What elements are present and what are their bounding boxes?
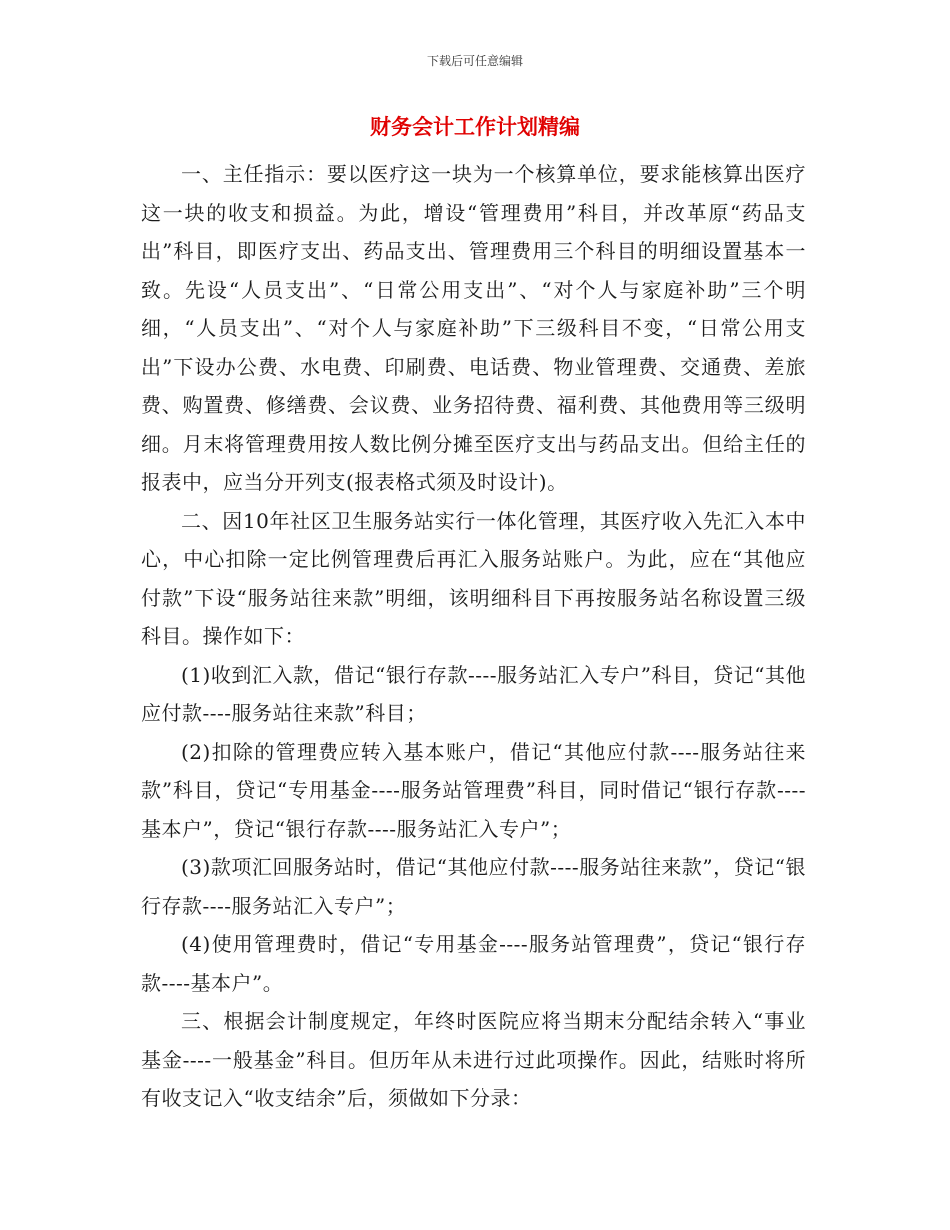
paragraph-1: 一、主任指示：要以医疗这一块为一个核算单位，要求能核算出医疗这一块的收支和损益。为此，增设“管理费用”科目，并改革原“药品支出”科目，即医疗支出、药品支出、管理费用三个科目的明细设置基本一致。先设“人员支出”、“日常公用支出”、“对个人与家庭补助”三个明细，“人员支出”、“对个人与家庭补助”下三级科目不变，“日常公用支出”下设办公费、水电费、印刷费、电话费、物业管理费、交通费、差旅费、购置费、修缮费、会议费、业务招待费、福利费、其他费用等三级明细。月末将管理费用按人数比例分摊至医疗支出与药品支出。但给主任的报表中，应当分开列支(报表格式须及时设计)。 [141, 162, 806, 494]
paragraph-4: (2)扣除的管理费应转入基本账户，借记“其他应付款----服务站往来款”科目，贷记“专用基金----服务站管理费”科目，同时借记“银行存款----基本户”，贷记“银行存款----服务站汇入专户”； [141, 739, 806, 841]
paragraph-6: (4)使用管理费时，借记“专用基金----服务站管理费”，贷记“银行存款----基本户”。 [141, 932, 806, 995]
document-body [141, 155, 806, 1118]
header-note: 下载后可任意编辑 [426, 54, 523, 68]
paragraph-7: 三、根据会计制度规定，年终时医院应将当期末分配结余转入“事业基金----一般基金”科目。但历年从未进行过此项操作。因此，结账时将所有收支记入“收支结余”后，须做如下分录： [141, 1009, 806, 1110]
paragraph-5: (3)款项汇回服务站时，借记“其他应付款----服务站往来款”，贷记“银行存款----服务站汇入专户”； [141, 855, 806, 918]
paragraph-2: 二、因10年社区卫生服务站实行一体化管理，其医疗收入先汇入本中心，中心扣除一定比例管理费后再汇入服务站账户。为此，应在“其他应付款”下设“服务站往来款”明细，该明细科目下再按服务站名称设置三级科目。操作如下： [141, 508, 806, 648]
document-title: 财务会计工作计划精编 [370, 115, 580, 139]
paragraph-3: (1)收到汇入款，借记“银行存款----服务站汇入专户”科目，贷记“其他应付款----服务站往来款”科目； [141, 662, 806, 725]
